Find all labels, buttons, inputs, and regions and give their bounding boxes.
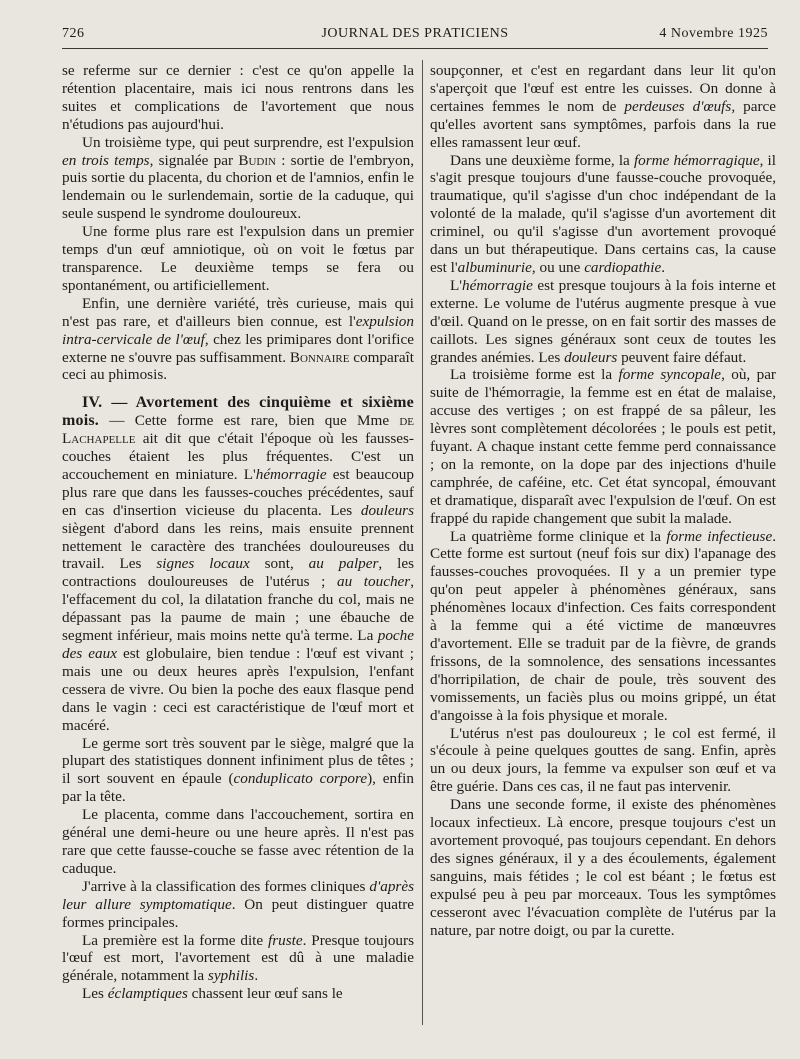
- page-number: 726: [62, 26, 85, 41]
- paragraph: La quatrième forme clinique et la forme infectieuse. Cette forme est surtout (neuf fois sur dix) l'apanage des fausses-couches provoquées. Il y a un premier type qu'on peut appeler à phénomènes généraux, sans phénomènes locaux d'infection. Ces faits correspondent à la femme qui a été victime de manœuvres d'avortement. Elle se traduit par de la fièvre, de grands frissons, de la somnolence, des sensations incessantes d'horripilation, de chair de poule, très souvent des vomissements, un faciès plus ou moins grippé, un état d'angoisse à la fois physique et morale.: [430, 527, 776, 724]
- paragraph: L'hémorragie est presque toujours à la fois interne et externe. Le volume de l'utérus augmente presque à vue d'œil. Quand on le presse, on en fait sortir des masses de caillots. Les signes généraux sont ceux de toutes les grandes anémies. Les douleurs peuvent faire défaut.: [430, 276, 776, 366]
- paragraph: La troisième forme est la forme syncopale, où, par suite de l'hémorragie, la femme est en état de malaise, accuse des vertiges ; on est frappé de sa pâleur, les lèvres sont complètement décolorées ; le pouls est petit, fuyant. A chaque instant cette femme perd connaissance ; on la remonte, on la dope par des injections d'huile camphrée, de caféine, etc. Cet état syncopal, émouvant et dramatique, disparaît avec l'expulsion de l'œuf. On est frappé du rapide changement que subit la malade.: [430, 366, 776, 527]
- paragraph: soupçonner, et c'est en regardant dans leur lit qu'on s'aperçoit que l'œuf est entre les cuisses. On donne à certaines femmes le nom de perdeuses d'œufs, parce qu'elles avortent sans symptômes, parfois dans la rue elles ramassent leur œuf.: [430, 62, 776, 151]
- issue-date: 4 Novembre 1925: [659, 26, 768, 41]
- paragraph: Dans une seconde forme, il existe des phénomènes locaux infectieux. Là encore, presque toujours c'est un avortement provoqué, pas toujours cependant. En dehors des signes généraux, il y a des écoulements, également sanguins, mais fétides ; le col est béant ; le fœtus est expulsé peu à peu par morceaux. Tous les symptômes cesseront avec l'évacuation complète de l'utérus par la nature, par notre doigt, ou par la curette.: [430, 796, 776, 939]
- paragraph: J'arrive à la classification des formes cliniques d'après leur allure symptomatique. On peut distinguer quatre formes principales.: [62, 877, 414, 931]
- paragraph: Le placenta, comme dans l'accouchement, sortira en général une demi-heure ou une heure après. Il n'est pas rare que cette fausse-couche se fasse avec rétention de la caduque.: [62, 806, 414, 877]
- paragraph: se referme sur ce dernier : c'est ce qu'on appelle la rétention placentaire, mais ici nous rentrons dans les suites et complications de l'avortement que nous n'étudions pas aujourd'hui.: [62, 62, 414, 133]
- paragraph: La première est la forme dite fruste. Presque toujours l'œuf est mort, l'avortement est dû à une maladie générale, notamment la syphilis.: [62, 931, 414, 985]
- column-divider: [422, 60, 423, 1025]
- paragraph: Le germe sort très souvent par le siège, malgré que la plupart des statistiques donnent infiniment plus de têtes ; il sort souvent en épaule (conduplicato corpore), enfin par la tête.: [62, 734, 414, 806]
- paragraph: Les éclamptiques chassent leur œuf sans le: [82, 985, 343, 1003]
- right-column: [430, 62, 776, 939]
- paragraph: Enfin, une dernière variété, très curieuse, mais qui n'est pas rare, et d'ailleurs bien connue, est l'expulsion intra-cervicale de l'œuf, chez les primipares dont l'orifice externe ne s'ouvre pas suffisamment. Bonnaire comparaît ceci au phimosis.: [62, 294, 414, 384]
- section-heading: IV. — Avortement des cinquième et sixième mois. — Cette forme est rare, bien que Mme de Lachapelle ait dit que c'était l'époque où les fausses-couches étaient les plus fréquentes. C'est un accouchement en miniature. L'hémorragie est beaucoup plus rare que dans les fausses-couches précédentes, sauf en cas d'insertion vicieuse du placenta. Les douleurs siègent d'abord dans les reins, mais ensuite prennent nettement le caractère des tranchées douloureuses du travail. Les signes locaux sont, au palper, les contractions douloureuses de l'utérus ; au toucher, l'effacement du col, la dilatation franche du col, mais ne dépassant pas la paume de main ; une ébauche de segment inférieur, mais moins nette qu'à terme. La poche des eaux est globulaire, bien tendue : l'œuf est vivant ; mais une ou deux heures après l'expulsion, l'enfant cessera de vivre. Ou bien la poche des eaux flasque pend dans le vagin : ceci est caractéristique de l'œuf mort et macéré.: [62, 394, 415, 734]
- paragraph: Un troisième type, qui peut surprendre, est l'expulsion en trois temps, signalée par Budin : sortie de l'embryon, puis sortie du placenta, du chorion et de l'amnios, enfin le lendemain ou le surlendemain, sortie de la caduque, qui seule suspend le syndrome douloureux.: [62, 133, 415, 223]
- paragraph: Dans une deuxième forme, la forme hémorragique, il s'agit presque toujours d'une fausse-couche provoquée, traumatique, qu'il s'agisse d'un choc indépendant de la volonté de la malade, qu'il s'agisse d'un avortement dit criminel, ou qu'il s'agisse d'un avortement provoqué dans un but thérapeutique. Dans certains cas, la cause est l'albuminurie, ou une cardiopathie.: [430, 151, 776, 276]
- left-column: [62, 62, 414, 1003]
- running-header: [62, 26, 768, 46]
- journal-title: JOURNAL DES PRATICIENS: [321, 26, 509, 41]
- paragraph: L'utérus n'est pas douloureux ; le col est fermé, il s'écoule à peine quelques gouttes de sang. Enfin, après un ou deux jours, la femme va expulser son œuf et va être guérie. Dans ces cas, il ne faut pas intervenir.: [430, 724, 776, 796]
- paragraph: Une forme plus rare est l'expulsion dans un premier temps d'un œuf amniotique, où on voit le fœtus par transparence. Le deuxième temps se fera ou spontanément, ou artificiellement.: [62, 223, 414, 294]
- header-rule: [62, 48, 768, 49]
